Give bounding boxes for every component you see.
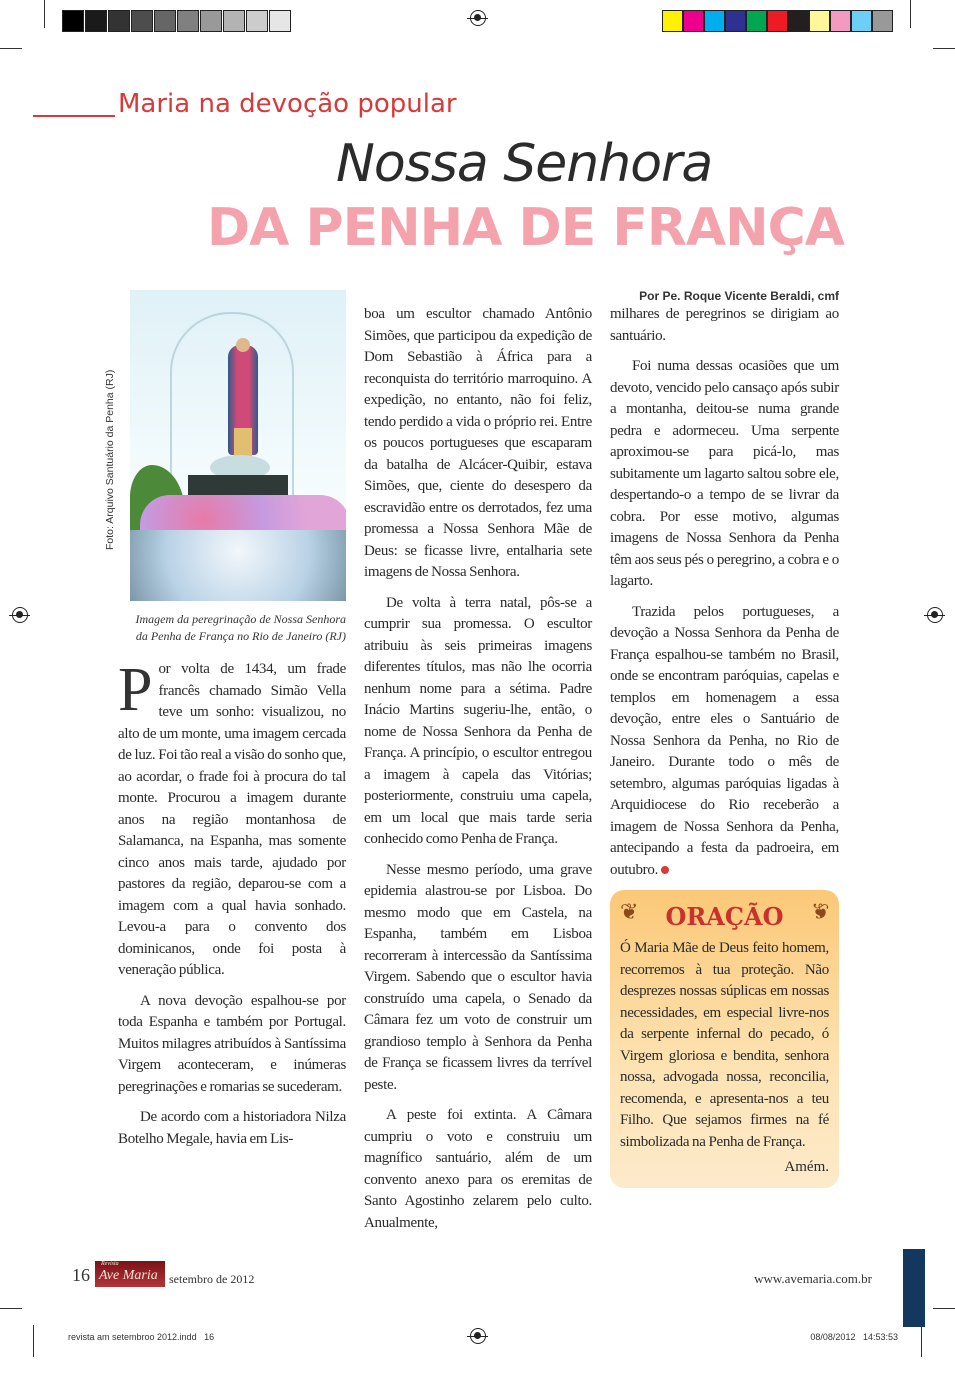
statue-photo <box>130 290 346 601</box>
prayer-amen: Amém. <box>784 1159 829 1175</box>
issue-date: setembro de 2012 <box>169 1272 255 1286</box>
color-swatch <box>851 10 872 32</box>
color-swatch <box>725 10 746 32</box>
article-column-1 <box>104 286 346 1159</box>
caption-line: da Penha de França no Rio de Janeiro (RJ) <box>135 629 346 643</box>
gray-swatch <box>200 10 222 32</box>
paragraph: De acordo com a historiadora Nilza Botelho Megale, havia em Lis- <box>118 1109 346 1147</box>
crop-mark <box>933 48 955 49</box>
photo-credit: Foto: Arquivo Santuário da Penha (RJ) <box>104 369 116 550</box>
crop-mark <box>0 1308 22 1309</box>
section-label: Maria na devoção popular <box>118 89 457 119</box>
crop-mark <box>933 1308 955 1309</box>
paragraph: or volta de 1434, um frade francês chamado Simão Vella teve um sonho: visualizou, no alto de um monte, uma imagem cercada de luz. Foi tão real a visão do sonho que, ao acordar, o frade foi à procura do tal monte. Procurou a imagem durante anos na região montanhosa de Salamanca, na Espanha, mas somente cinco anos mais tarde, ajudado por pastores da região, deparou-se com a imagem com a qual havia sonhado. Levou-a para o convento dos dominicanos, onde foi posta à veneração pública. <box>118 661 346 978</box>
print-slug-area <box>0 1297 955 1377</box>
article-column-2 <box>364 286 592 1243</box>
website-url: www.avemaria.com.br <box>754 1271 872 1286</box>
drop-cap: P <box>118 656 153 724</box>
gray-swatch <box>223 10 245 32</box>
crop-mark <box>33 1325 34 1357</box>
paragraph: Nesse mesmo período, uma grave epidemia alastrou-se por Lisboa. Do mesmo modo que em Castela, na Espanha, também em Lisboa recorreram à intercessão da Santíssima Virgem. Sabendo que o escultor havia construído uma capela, o Senado da Câmara fez um voto de construir um grandioso templo à Senhora da Penha de França se ficassem livres da terrível peste. <box>364 861 592 1093</box>
caption-line: Imagem da peregrinação de Nossa Senhora <box>135 612 346 626</box>
ornament-left-icon: ❦ <box>620 900 639 925</box>
color-swatch <box>767 10 788 32</box>
registration-mark-icon <box>927 607 943 623</box>
gray-swatch <box>85 10 107 32</box>
end-mark-icon <box>661 866 669 874</box>
title-line-2: DA PENHA DE FRANÇA <box>207 198 845 258</box>
paragraph: De volta à terra natal, pôs-se a cumprir sua promessa. O escultor atribuiu às seis primeiras imagens diferentes títulos, mas não lhe ocorria nenhum nome para a sétima. Padre Inácio Martins sugeriu-lhe, então, o nome de Nossa Senhora da Penha de França. A princípio, o escultor entregou a imagem à capela das Vitórias; posteriormente, construiu uma capela, em um local que mais tarde seria conhecido como Penha de França. <box>364 594 592 847</box>
color-swatch <box>746 10 767 32</box>
color-swatch <box>788 10 809 32</box>
slug-filename: revista am setembroo 2012.indd 16 <box>68 1332 215 1342</box>
paragraph: Foi numa dessas ocasiões que um devoto, vencido pelo cansaço após subir a montanha, deitou-se numa grande pedra e adormeceu. Uma serpente aproximou-se para picá-lo, mas subitamente um lagarto saltou sobre ele, despertando-o a tempo de se livrar da cobra. Por esse motivo, algumas imagens de Nossa Senhora da Penha têm aos seus pés o peregrino, a cobra e o lagarto. <box>610 358 839 589</box>
paragraph: A peste foi extinta. A Câmara cumpriu o voto e construiu um magnífico santuário, além de um convento anexo para os eremitas de Santo Agostinho zelarem pelo culto. Anualmente, <box>364 1107 592 1231</box>
paragraph: A nova devoção espalhou-se por toda Espanha e também por Portugal. Muitos milagres atribuídos à Santíssima Virgem aconteceram, e inúmeras peregrinações e romarias se sucederam. <box>118 992 346 1095</box>
crop-mark <box>910 0 911 28</box>
gray-swatch <box>177 10 199 32</box>
column-1-text <box>118 656 346 1150</box>
title-line-1: Nossa Senhora <box>336 134 713 194</box>
prayer-text: Ó Maria Mãe de Deus feito homem, recorremos à tua proteção. Não desprezes nossas súplicas em nossas necessidades, em especial livre-nos da serpente infernal do pecado, ó Virgem gloriosa e bendita, senhora nossa, advogada nossa, reconcilia, recomenda, e apresenta-nos a teu Filho. Que sejamos firmes na fé simbolizada na Penha de França. <box>620 940 829 1150</box>
color-swatch <box>872 10 893 32</box>
column-3-text <box>610 304 839 881</box>
page-tab <box>903 1249 925 1327</box>
crop-mark <box>44 0 45 28</box>
crop-mark <box>921 1325 922 1357</box>
paragraph: milhares de peregrinos se dirigiam ao santuário. <box>610 306 839 344</box>
article-body <box>0 286 955 1243</box>
crop-mark <box>0 48 22 49</box>
byline: Por Pe. Roque Vicente Beraldi, cmf <box>639 289 839 303</box>
prayer-title: ORAÇÃO <box>665 902 784 931</box>
gray-swatch <box>131 10 153 32</box>
gray-swatch <box>154 10 176 32</box>
paragraph: boa um escultor chamado Antônio Simões, que participou da expedição de Dom Sebastião à África para a reconquista do território marroquino. A expedição, no entanto, não foi feliz, tendo perdido a vida o próprio rei. Entre os poucos portugueses que escaparam da batalha de Alcácer-Quibir, estava Simões, que, ciente do desespero da escravidão entre os derrotados, fez uma promessa a Nossa Senhora Mãe de Deus: se ficasse livre, entalharia sete imagens de Nossa Senhora. <box>364 306 592 580</box>
article-column-3 <box>610 286 839 1188</box>
color-swatch <box>809 10 830 32</box>
logo-text: Ave Maria <box>99 1268 158 1283</box>
ornament-right-icon: ❦ <box>810 900 829 925</box>
page-number: 16 <box>72 1265 90 1285</box>
page-footer <box>0 1257 955 1297</box>
registration-mark-icon <box>12 607 28 623</box>
prayer-box <box>610 890 839 1188</box>
slug-timestamp: 08/08/2012 14:53:53 <box>810 1332 898 1342</box>
magazine-logo <box>95 1261 165 1287</box>
color-swatch <box>704 10 725 32</box>
gray-swatch <box>62 10 84 32</box>
page-header <box>0 0 955 286</box>
gray-swatch <box>246 10 268 32</box>
gray-swatch <box>108 10 130 32</box>
color-swatch <box>683 10 704 32</box>
color-swatch <box>830 10 851 32</box>
color-swatch <box>662 10 683 32</box>
section-rule <box>33 115 115 117</box>
photo-caption <box>118 611 346 645</box>
gray-swatch <box>269 10 291 32</box>
logo-small-text: Revista <box>101 1261 119 1267</box>
paragraph: Trazida pelos portugueses, a devoção a Nossa Senhora da Penha de França espalhou-se também no Brasil, onde se encontram paróquias, capelas e templos em homenagem a essa devoção, entre eles o Santuário de Nossa Senhora da Penha, no Rio de Janeiro. Durante todo o mês de setembro, algumas paróquias ligadas à Arquidiocese do Rio receberão a imagem de Nossa Senhora da Penha, antecipando a festa da padroeira, em outubro. <box>610 603 839 878</box>
registration-mark-icon <box>470 1328 486 1344</box>
registration-mark-icon <box>470 10 486 26</box>
